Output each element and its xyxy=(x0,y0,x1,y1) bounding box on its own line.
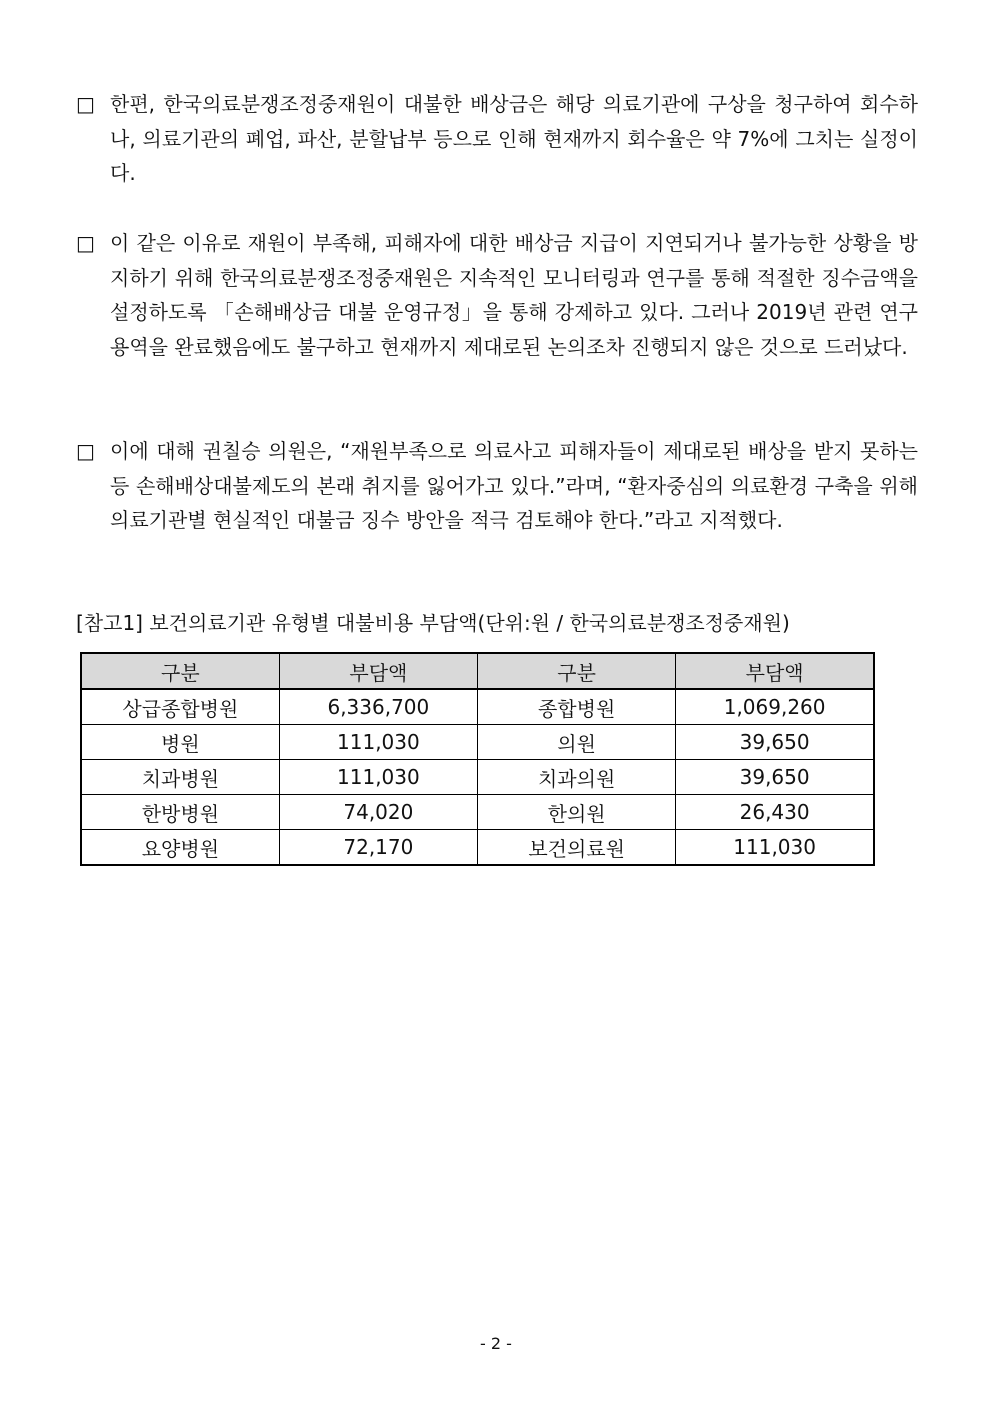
table-header-amount: 부담액 xyxy=(676,653,874,689)
table-header-amount: 부담액 xyxy=(279,653,477,689)
table-header-row xyxy=(81,653,874,689)
table-cell: 39,650 xyxy=(676,760,874,795)
table-cell: 치과의원 xyxy=(478,760,676,795)
table-row xyxy=(81,795,874,830)
paragraph-text: 이 같은 이유로 재원이 부족해, 피해자에 대한 배상금 지급이 지연되거나 불가능한 상황을 방지하기 위해 한국의료분쟁조정중재원은 지속적인 모니터링과 연구를 통해 적절한 징수금액을 설정하도록 「손해배상금 대불 운영규정」을 통해 강제하고 있다. 그러나 2019년 관련 연구용역을 완료했음에도 불구하고 현재까지 제대로된 논의조차 진행되지 않은 것으로 드러났다. xyxy=(110,231,918,359)
table-cell: 6,336,700 xyxy=(279,689,477,725)
checkbox-bullet-icon: □ xyxy=(76,92,95,116)
paragraph-lawmaker-statement xyxy=(76,434,918,538)
table-header-category: 구분 xyxy=(478,653,676,689)
table-cell: 74,020 xyxy=(279,795,477,830)
table-cell: 1,069,260 xyxy=(676,689,874,725)
table-caption: [참고1] 보건의료기관 유형별 대불비용 부담액(단위:원 / 한국의료분쟁조정중재원) xyxy=(76,611,790,635)
table-cell: 한방병원 xyxy=(81,795,279,830)
page-number: - 2 - xyxy=(480,1334,512,1353)
table-header-category: 구분 xyxy=(81,653,279,689)
table-cell: 의원 xyxy=(478,725,676,760)
table-cell: 보건의료원 xyxy=(478,830,676,866)
table-row xyxy=(81,760,874,795)
table-cell: 종합병원 xyxy=(478,689,676,725)
table-row xyxy=(81,689,874,725)
table-cell: 치과병원 xyxy=(81,760,279,795)
paragraph-text: 한편, 한국의료분쟁조정중재원이 대불한 배상금은 해당 의료기관에 구상을 청구하여 회수하나, 의료기관의 폐업, 파산, 분할납부 등으로 인해 현재까지 회수율은 약 7%에 그치는 실정이다. xyxy=(110,92,918,185)
paragraph-text: 이에 대해 권칠승 의원은, “재원부족으로 의료사고 피해자들이 제대로된 배상을 받지 못하는 등 손해배상대불제도의 본래 취지를 잃어가고 있다.”라며, “환자중심의 의료환경 구축을 위해 의료기관별 현실적인 대불금 징수 방안을 적극 검토해야 한다.”라고 지적했다. xyxy=(110,439,918,532)
table-cell: 111,030 xyxy=(279,760,477,795)
table-cell: 병원 xyxy=(81,725,279,760)
table-cell: 상급종합병원 xyxy=(81,689,279,725)
table-cell: 111,030 xyxy=(279,725,477,760)
paragraph-funding-shortage xyxy=(76,226,918,364)
table-row xyxy=(81,830,874,866)
burden-table xyxy=(80,652,875,866)
table-row xyxy=(81,725,874,760)
table-cell: 72,170 xyxy=(279,830,477,866)
table-cell: 요양병원 xyxy=(81,830,279,866)
checkbox-bullet-icon: □ xyxy=(76,231,95,255)
table-cell: 111,030 xyxy=(676,830,874,866)
table-cell: 한의원 xyxy=(478,795,676,830)
paragraph-recovery-rate xyxy=(76,87,918,191)
checkbox-bullet-icon: □ xyxy=(76,439,95,463)
table-cell: 39,650 xyxy=(676,725,874,760)
table-cell: 26,430 xyxy=(676,795,874,830)
